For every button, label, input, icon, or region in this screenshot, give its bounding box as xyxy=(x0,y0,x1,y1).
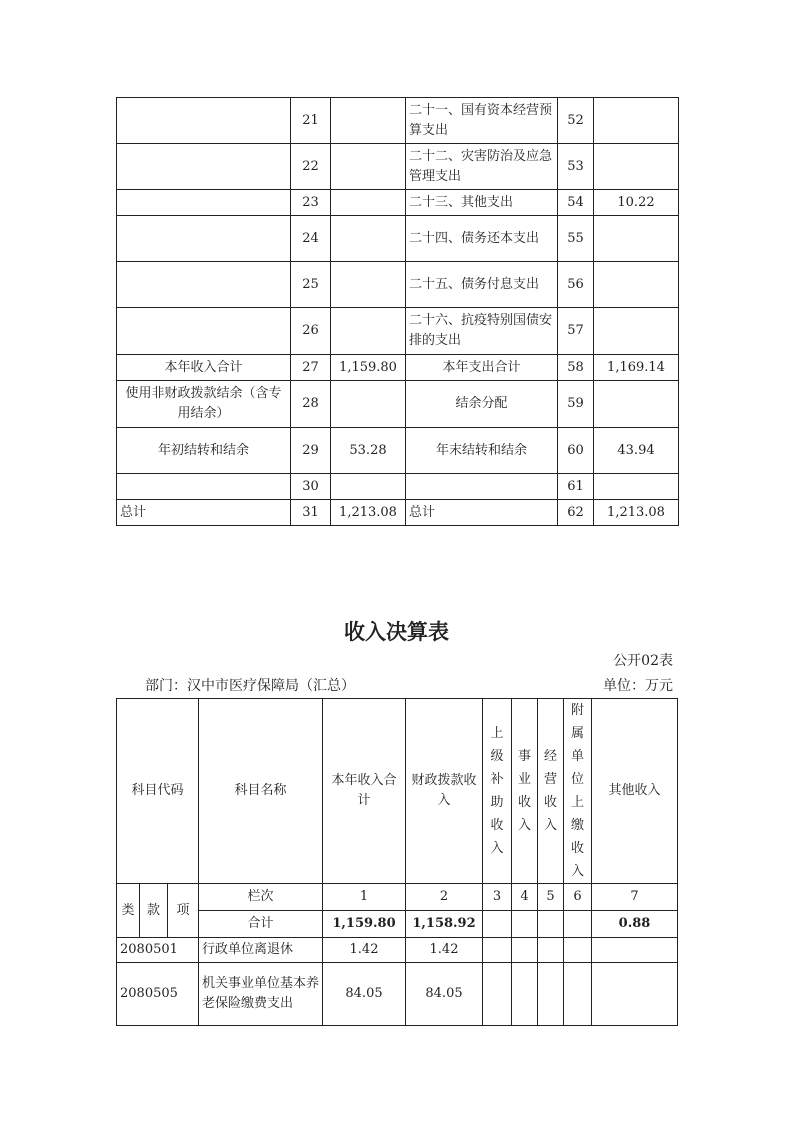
header-total: 本年收入合计 xyxy=(323,699,406,884)
table-row xyxy=(117,500,679,526)
table-row xyxy=(117,938,678,963)
income-no-cell: 25 xyxy=(291,262,331,308)
row-affiliated xyxy=(564,938,592,963)
total-operating xyxy=(538,911,564,938)
row-affiliated xyxy=(564,963,592,1026)
total-fiscal: 1,158.92 xyxy=(406,911,483,938)
table-row xyxy=(117,474,679,500)
income-value-cell: 1,213.08 xyxy=(331,500,406,526)
column-number-row xyxy=(117,884,678,911)
income-value-cell xyxy=(331,216,406,262)
table-row xyxy=(117,190,679,216)
expense-item-cell: 结余分配 xyxy=(406,381,558,428)
header-xiang: 项 xyxy=(168,884,199,938)
expense-value-cell xyxy=(594,144,679,190)
income-item-cell xyxy=(117,98,291,144)
total-label: 合计 xyxy=(199,911,323,938)
header-fiscal: 财政拨款收入 xyxy=(406,699,483,884)
column-number: 4 xyxy=(512,884,538,911)
expense-no-cell: 58 xyxy=(558,355,594,381)
form-number: 公开02表 xyxy=(613,653,673,669)
income-value-cell: 1,159.80 xyxy=(331,355,406,381)
income-no-cell: 26 xyxy=(291,308,331,355)
row-code: 2080501 xyxy=(117,938,199,963)
income-item-cell: 本年收入合计 xyxy=(117,355,291,381)
income-item-cell xyxy=(117,262,291,308)
income-no-cell: 24 xyxy=(291,216,331,262)
income-value-cell xyxy=(331,381,406,428)
expense-no-cell: 54 xyxy=(558,190,594,216)
income-value-cell: 53.28 xyxy=(331,428,406,474)
header-affiliated: 附属单位上缴收入 xyxy=(571,703,585,879)
total-row xyxy=(117,911,678,938)
income-item-cell xyxy=(117,190,291,216)
expense-item-cell: 年末结转和结余 xyxy=(406,428,558,474)
income-item-cell xyxy=(117,474,291,500)
expense-value-cell xyxy=(594,262,679,308)
row-superior xyxy=(483,938,512,963)
expense-value-cell xyxy=(594,98,679,144)
expense-no-cell: 57 xyxy=(558,308,594,355)
income-no-cell: 30 xyxy=(291,474,331,500)
header-row xyxy=(117,699,678,884)
table-row xyxy=(117,216,679,262)
department-label: 部门：汉中市医疗保障局（汇总） xyxy=(145,678,355,694)
column-number: 2 xyxy=(406,884,483,911)
income-item-cell xyxy=(117,216,291,262)
expense-item-cell xyxy=(406,474,558,500)
income-value-cell xyxy=(331,144,406,190)
row-name: 行政单位离退休 xyxy=(199,938,323,963)
income-item-cell: 使用非财政拨款结余（含专用结余） xyxy=(117,381,291,428)
row-fiscal: 1.42 xyxy=(406,938,483,963)
row-other xyxy=(592,938,678,963)
row-fiscal: 84.05 xyxy=(406,963,483,1026)
income-no-cell: 21 xyxy=(291,98,331,144)
table-row xyxy=(117,963,678,1026)
expense-item-cell: 二十六、抗疫特别国债安排的支出 xyxy=(406,308,558,355)
column-number: 5 xyxy=(538,884,564,911)
expense-no-cell: 60 xyxy=(558,428,594,474)
income-settlement-table xyxy=(116,698,678,1026)
header-other: 其他收入 xyxy=(592,699,678,884)
expense-item-cell: 本年支出合计 xyxy=(406,355,558,381)
income-value-cell xyxy=(331,474,406,500)
expense-no-cell: 59 xyxy=(558,381,594,428)
row-total: 1.42 xyxy=(323,938,406,963)
total-other: 0.88 xyxy=(592,911,678,938)
expense-no-cell: 62 xyxy=(558,500,594,526)
table-row xyxy=(117,98,679,144)
expense-item-cell: 二十四、债务还本支出 xyxy=(406,216,558,262)
expense-no-cell: 55 xyxy=(558,216,594,262)
total-income: 1,159.80 xyxy=(323,911,406,938)
header-kuan: 款 xyxy=(140,884,168,938)
income-value-cell xyxy=(331,308,406,355)
income-value-cell xyxy=(331,98,406,144)
expense-item-cell: 总计 xyxy=(406,500,558,526)
income-no-cell: 28 xyxy=(291,381,331,428)
expense-item-cell: 二十三、其他支出 xyxy=(406,190,558,216)
income-no-cell: 22 xyxy=(291,144,331,190)
row-code: 2080505 xyxy=(117,963,199,1026)
income-value-cell xyxy=(331,190,406,216)
header-business: 事业收入 xyxy=(518,749,532,833)
expense-value-cell xyxy=(594,308,679,355)
header-superior: 上级补助收入 xyxy=(490,726,504,856)
column-number: 3 xyxy=(483,884,512,911)
expense-value-cell xyxy=(594,216,679,262)
row-operating xyxy=(538,938,564,963)
expense-no-cell: 61 xyxy=(558,474,594,500)
expense-value-cell xyxy=(594,381,679,428)
total-superior xyxy=(483,911,512,938)
expense-item-cell: 二十一、国有资本经营预算支出 xyxy=(406,98,558,144)
header-operating: 经营收入 xyxy=(544,749,558,833)
income-item-cell xyxy=(117,144,291,190)
income-item-cell xyxy=(117,308,291,355)
row-total: 84.05 xyxy=(323,963,406,1026)
expense-value-cell: 1,213.08 xyxy=(594,500,679,526)
column-no-label: 栏次 xyxy=(199,884,323,911)
row-superior xyxy=(483,963,512,1026)
expense-value-cell: 1,169.14 xyxy=(594,355,679,381)
income-expense-summary-table xyxy=(116,97,679,526)
income-value-cell xyxy=(331,262,406,308)
income-item-cell: 总计 xyxy=(117,500,291,526)
table-title: 收入决算表 xyxy=(344,619,449,644)
expense-no-cell: 52 xyxy=(558,98,594,144)
expense-no-cell: 56 xyxy=(558,262,594,308)
column-number: 6 xyxy=(564,884,592,911)
row-name: 机关事业单位基本养老保险缴费支出 xyxy=(199,963,323,1026)
expense-value-cell xyxy=(594,474,679,500)
expense-item-cell: 二十二、灾害防治及应急管理支出 xyxy=(406,144,558,190)
income-no-cell: 29 xyxy=(291,428,331,474)
row-business xyxy=(512,938,538,963)
income-no-cell: 27 xyxy=(291,355,331,381)
row-operating xyxy=(538,963,564,1026)
table-row xyxy=(117,262,679,308)
expense-no-cell: 53 xyxy=(558,144,594,190)
header-lei: 类 xyxy=(117,884,140,938)
table-row xyxy=(117,308,679,355)
table-row xyxy=(117,381,679,428)
column-number: 1 xyxy=(323,884,406,911)
table-row xyxy=(117,428,679,474)
row-other xyxy=(592,963,678,1026)
column-number: 7 xyxy=(592,884,678,911)
income-no-cell: 31 xyxy=(291,500,331,526)
table-row xyxy=(117,355,679,381)
unit-label: 单位：万元 xyxy=(603,678,673,694)
expense-item-cell: 二十五、债务付息支出 xyxy=(406,262,558,308)
header-code: 科目代码 xyxy=(117,699,199,884)
header-name: 科目名称 xyxy=(199,699,323,884)
total-business xyxy=(512,911,538,938)
total-affiliated xyxy=(564,911,592,938)
income-item-cell: 年初结转和结余 xyxy=(117,428,291,474)
expense-value-cell: 10.22 xyxy=(594,190,679,216)
expense-value-cell: 43.94 xyxy=(594,428,679,474)
row-business xyxy=(512,963,538,1026)
table-row xyxy=(117,144,679,190)
income-no-cell: 23 xyxy=(291,190,331,216)
